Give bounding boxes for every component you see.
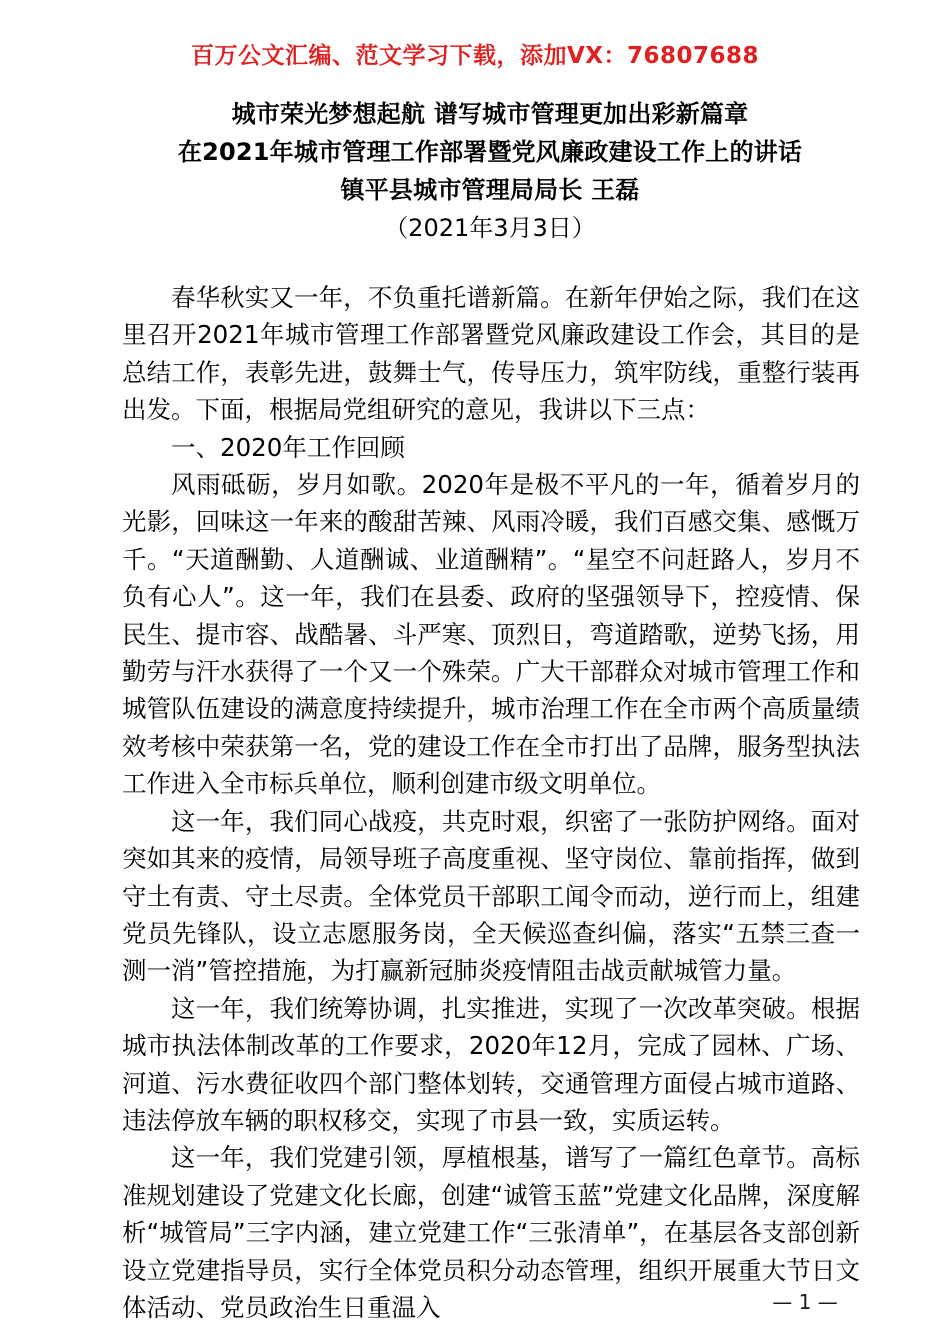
paragraph-party-building: 这一年，我们党建引领，厚植根基，谱写了一篇红色章节。高标准规划建设了党建文化长廊，创建“诚管玉蓝”党建文化品牌，深度解析“城管局”三字内涵，建立党建工作“三张清单”，在基层各支部创新设立党建指导员，实行全体党员积分动态管理，组织开展重大节日文体活动、党员政治生日重温入: [122, 1143, 860, 1322]
paragraph-reform: 这一年，我们统筹协调，扎实推进，实现了一次改革突破。根据城市执法体制改革的工作要求，2020年12月，完成了园林、广场、河道、污水费征收四个部门整体划转，交通管理方面侵占城市道路、违法停放车辆的职权移交，实现了市县一致，实质运转。: [122, 993, 860, 1135]
section-heading-one: 一、2020年工作回顾: [171, 432, 405, 462]
document-subtitle: 在2021年城市管理工作部署暨党风廉政建设工作上的讲话: [177, 138, 803, 166]
promo-banner-text: 百万公文汇编、范文学习下载，添加VX：76807688: [190, 43, 760, 69]
document-title-block: [122, 95, 858, 247]
page-footer: [0, 1288, 950, 1316]
document-speaker: 镇平县城市管理局局长 王磊: [340, 176, 640, 204]
paragraph-opening: 春华秋实又一年，不负重托谱新篇。在新年伊始之际，我们在这里召开2021年城市管理工作部署暨党风廉政建设工作会，其目的是总结工作，表彰先进，鼓舞士气，传导压力，筑牢防线，重整行装再出发。下面，根据局党组研究的意见，我讲以下三点：: [122, 283, 860, 425]
document-date: （2021年3月3日）: [384, 214, 596, 242]
document-title: 城市荣光梦想起航 谱写城市管理更加出彩新篇章: [231, 100, 749, 128]
paragraph-review-intro: 风雨砥砺，岁月如歌。2020年是极不平凡的一年，循着岁月的光影，回味这一年来的酸甜苦辣、风雨冷暖，我们百感交集、感慨万千。“天道酬勤、人道酬诚、业道酬精”。“星空不问赶路人，岁月不负有心人”。这一年，我们在县委、政府的坚强领导下，控疫情、保民生、提市容、战酷暑、斗严寒、顶烈日，弯道踏歌，逆势飞扬，用勤劳与汗水获得了一个又一个殊荣。广大干部群众对城市管理工作和城管队伍建设的满意度持续提升，城市治理工作在全市两个高质量绩效考核中荣获第一名，党的建设工作在全市打出了品牌，服务型执法工作进入全市标兵单位，顺利创建市级文明单位。: [122, 470, 860, 799]
document-body: [122, 279, 860, 1326]
paragraph-epidemic: 这一年，我们同心战疫，共克时艰，织密了一张防护网络。面对突如其来的疫情，局领导班子高度重视、坚守岗位、靠前指挥，做到守土有责、守土尽责。全体党员干部职工闻令而动，逆行而上，组建党员先锋队，设立志愿服务岗，全天候巡查纠偏，落实“五禁三查一测一消”管控措施，为打赢新冠肺炎疫情阻击战贡献城管力量。: [122, 806, 860, 986]
page-number: — 1 —: [772, 1290, 838, 1314]
